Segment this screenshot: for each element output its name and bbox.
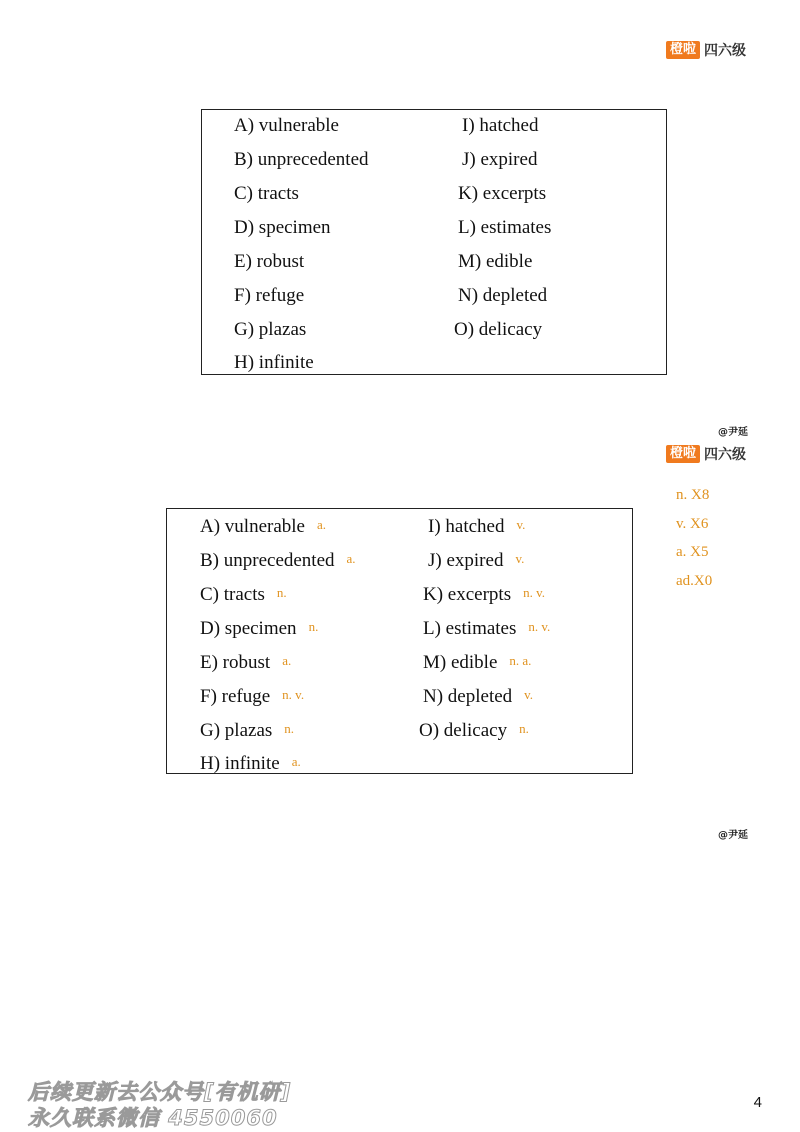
word-e-annotated: E) robust a. [200,652,292,673]
watermark-line-1: 后续更新去公众号[有机研] [28,1080,292,1104]
word-o: O) delicacy [454,319,543,340]
word-g: G) plazas [234,319,307,340]
count-noun: n. X8 [676,487,710,503]
pos-tag: n. v. [528,619,551,634]
author-credit-top: @尹延 [718,427,748,438]
word-m-annotated: M) edible n. a. [423,652,532,673]
pos-tag: v. [516,517,526,532]
word-a-annotated: A) vulnerable a. [200,516,327,537]
pos-tag: v. [515,551,525,566]
word-j: J) expired [462,149,538,170]
word-m: M) edible [458,251,533,272]
pos-tag: n. [519,721,529,736]
word-e: E) robust [234,251,305,272]
word-f: F) refuge [234,285,305,306]
word-k: K) excerpts [458,183,547,204]
word-h-annotated: H) infinite a. [200,753,301,774]
author-credit-bottom: @尹延 [718,830,748,841]
pos-tag: n. v. [282,687,305,702]
pos-tag: n. [284,721,295,736]
count-verb: v. X6 [676,516,709,532]
word-c-annotated: C) tracts n. [200,584,287,605]
logo-badge: 橙啦 [666,445,700,463]
pos-tag: n. [276,585,287,600]
word-f-annotated: F) refuge n. v. [200,686,305,707]
word-j-annotated: J) expired v. [428,550,525,571]
pos-tag: a. [316,517,327,532]
pos-tag: a. [291,754,301,769]
pos-tag: a. [282,653,292,668]
word-b-annotated: B) unprecedented a. [200,550,356,571]
word-n-annotated: N) depleted v. [423,686,534,707]
brand-logo-bottom [666,444,746,464]
logo-text: 四六级 [704,447,747,463]
count-adverb: ad.X0 [676,573,713,589]
word-a: A) vulnerable [234,115,339,136]
word-l-annotated: L) estimates n. v. [423,618,551,639]
brand-logo-top [666,40,746,60]
word-n: N) depleted [458,285,548,306]
word-b: B) unprecedented [234,149,369,170]
word-k-annotated: K) excerpts n. v. [423,584,546,605]
logo-text: 四六级 [704,43,747,59]
word-l: L) estimates [458,217,552,238]
pos-tag: n. [308,619,319,634]
word-d-annotated: D) specimen n. [200,618,319,639]
page-number: 4 [753,1094,762,1111]
word-d: D) specimen [234,217,331,238]
logo-badge: 橙啦 [666,41,700,59]
word-i: I) hatched [462,115,539,136]
word-i-annotated: I) hatched v. [428,516,526,537]
pos-tag: a. [346,551,356,566]
word-g-annotated: G) plazas n. [200,720,295,741]
count-adjective: a. X5 [676,544,709,560]
pos-tag: v. [524,687,534,702]
pos-tag: n. a. [509,653,532,668]
watermark-line-2: 永久联系微信 4550060 [28,1106,278,1130]
word-c: C) tracts [234,183,299,204]
word-o-annotated: O) delicacy n. [419,720,529,741]
word-h: H) infinite [234,352,314,373]
pos-tag: n. v. [523,585,546,600]
